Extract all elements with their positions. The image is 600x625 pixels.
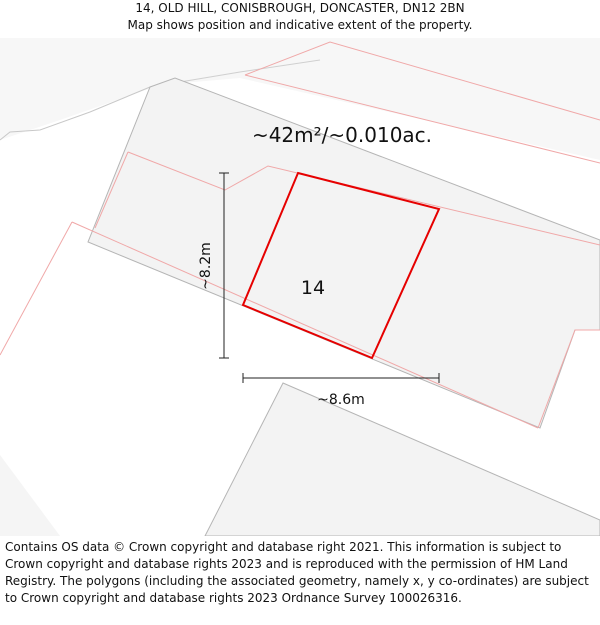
height-label: ~8.2m xyxy=(198,242,214,290)
map-subtitle: Map shows position and indicative extent of the property. xyxy=(127,18,473,32)
area-label: ~42m²/~0.010ac. xyxy=(251,123,433,147)
house-number-label: 14 xyxy=(300,277,326,299)
width-label: ~8.6m xyxy=(317,392,365,408)
map-header xyxy=(0,0,600,34)
property-map xyxy=(0,38,600,536)
property-address: 14, OLD HILL, CONISBROUGH, DONCASTER, DN12 2BN xyxy=(135,1,465,15)
copyright-attribution: Contains OS data © Crown copyright and database right 2021. This information is subject to Crown copyright and database rights 2023 and is reproduced with the permission of HM Land Registry. The polygons (including the associated geometry, namely x, y co-ordinates) are subject to Crown copyright and database rights 2023 Ordnance Survey 100026316. xyxy=(5,540,589,605)
